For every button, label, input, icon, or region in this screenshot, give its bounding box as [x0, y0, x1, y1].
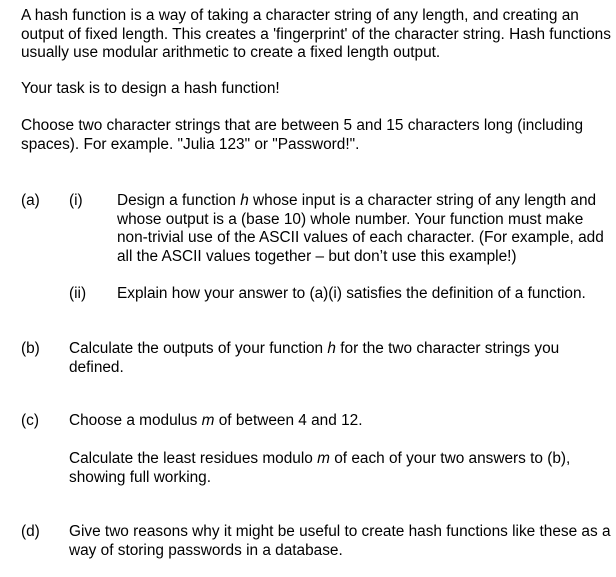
function-variable-h: h: [240, 192, 249, 209]
question-a-i-label: (i): [69, 192, 83, 209]
question-d-label: (d): [21, 523, 40, 540]
question-c-text-2: Calculate the least residues modulo m of each of your two answers to (b), showing full working.: [69, 450, 571, 486]
instructions-paragraph: Choose two character strings that are between 5 and 15 characters long (including spaces). For example. "Julia 123" or "Password!".: [21, 117, 584, 153]
intro-paragraph: A hash function is a way of taking a character string of any length, and creating an output of fixed length. This creates a 'fingerprint' of the character string. Hash functions usually use modular arithmetic to create a fixed length output.: [21, 7, 611, 62]
question-d-text: Give two reasons why it might be useful to create hash functions like these as a way of storing passwords in a database.: [69, 523, 611, 559]
question-a-i-text: Design a function h whose input is a character string of any length and whose output is a (base 10) whole number. Your function must make non-trivial use of the ASCII values of each character. (For example, add all the ASCII values together – but don’t use this example!): [117, 192, 604, 265]
modulus-variable-m: m: [317, 450, 330, 467]
task-statement: Your task is to design a hash function!: [21, 80, 280, 97]
modulus-variable-m: m: [201, 412, 215, 429]
question-a-ii-label: (ii): [69, 285, 87, 302]
function-variable-h: h: [327, 340, 336, 357]
question-c-label: (c): [21, 412, 39, 429]
question-a-label: (a): [21, 192, 40, 209]
question-b-text: Calculate the outputs of your function h for the two character strings you defined.: [69, 340, 560, 376]
question-b-label: (b): [21, 340, 40, 357]
question-a-ii-text: Explain how your answer to (a)(i) satisfies the definition of a function.: [117, 285, 586, 302]
question-c-text-1: Choose a modulus m of between 4 and 12.: [69, 412, 363, 429]
